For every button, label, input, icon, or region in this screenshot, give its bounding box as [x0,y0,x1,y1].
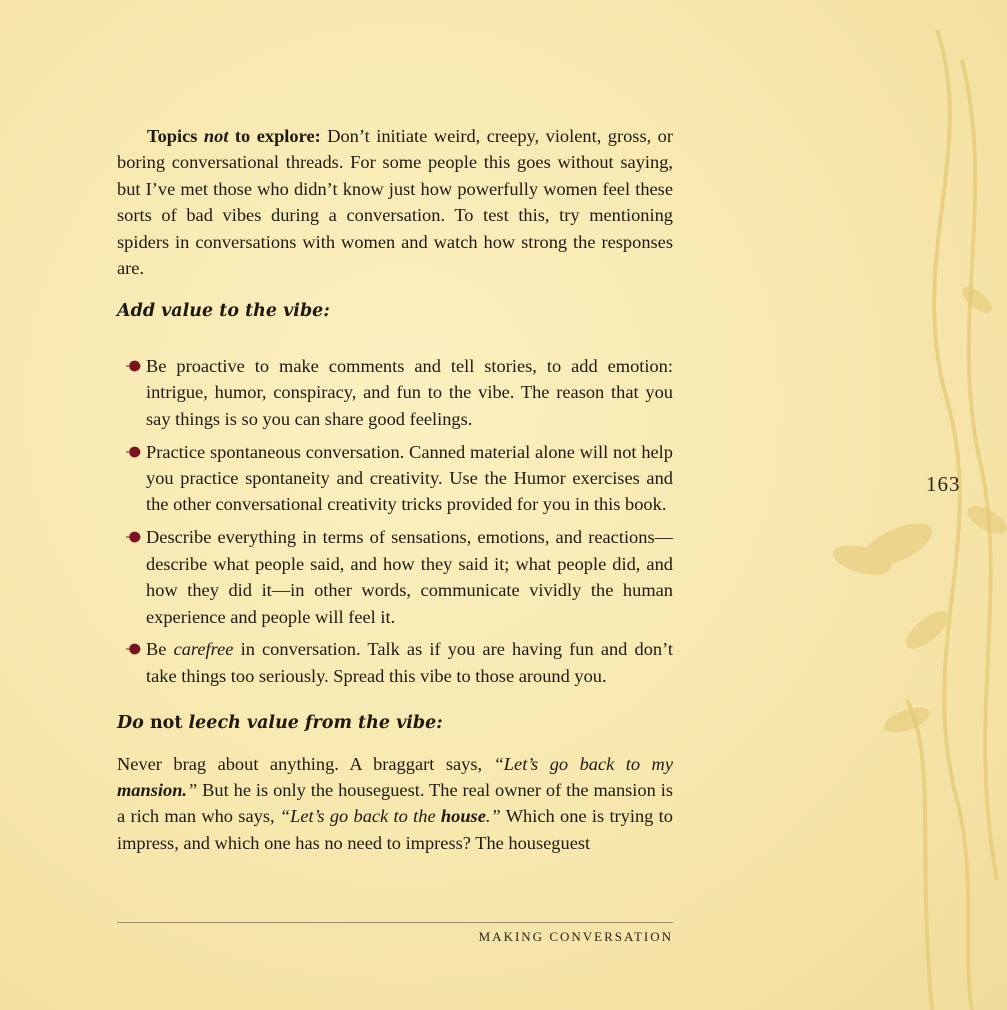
footer-rule [117,922,673,923]
bullet-list [117,353,673,689]
list-item: Be proactive to make comments and tell stories, to add emotion: intrigue, humor, conspiracy, and fun to the vibe. The reason that you say things is so you can share good feelings. [117,353,673,432]
list-item: Practice spontaneous conversation. Canned material alone will not help you practice spontaneity and creativity. Use the Humor exercises and the other conversational creativity tricks provided for you in this book. [117,439,673,518]
heading-add-value: Add value to the vibe: [117,301,330,322]
list-item: Be carefree in conversation. Talk as if you are having fun and don’t take things too seriously. Spread this vibe to those around you. [117,636,673,689]
fleuron-bullet-icon [125,530,141,544]
closing-paragraph: Never brag about anything. A braggart says, “Let’s go back to my mansion.” But he is only the houseguest. The real owner of the mansion is a rich man who says, “Let’s go back to the house.” Which one is trying to impress, and which one has no need to impress? The houseguest [117,753,673,853]
fleuron-bullet-icon [125,359,141,373]
page-number: 163 [926,472,961,496]
intro-lead: Topics not to explore: [147,126,321,146]
running-footer: MAKING CONVERSATION [478,929,673,944]
fleuron-bullet-icon [125,642,141,656]
heading-leech-value: Do not leech value from the vibe: [117,713,443,734]
decorative-vine [787,0,1007,1010]
fleuron-bullet-icon [125,445,141,459]
intro-paragraph: Topics not to explore: Don’t initiate weird, creepy, violent, gross, or boring conversational threads. For some people this goes without saying, but I’ve met those who didn’t know just how powerfully women feel these sorts of bad vibes during a conversation. To test this, try mentioning spiders in conversations with women and watch how strong the responses are. [117,126,673,279]
page-body [117,123,673,856]
list-item: Describe everything in terms of sensations, emotions, and reactions—describe what people said, and how they said it; what people did, and how they did it—in other words, communicate vividly the human experience and people will feel it. [117,524,673,630]
